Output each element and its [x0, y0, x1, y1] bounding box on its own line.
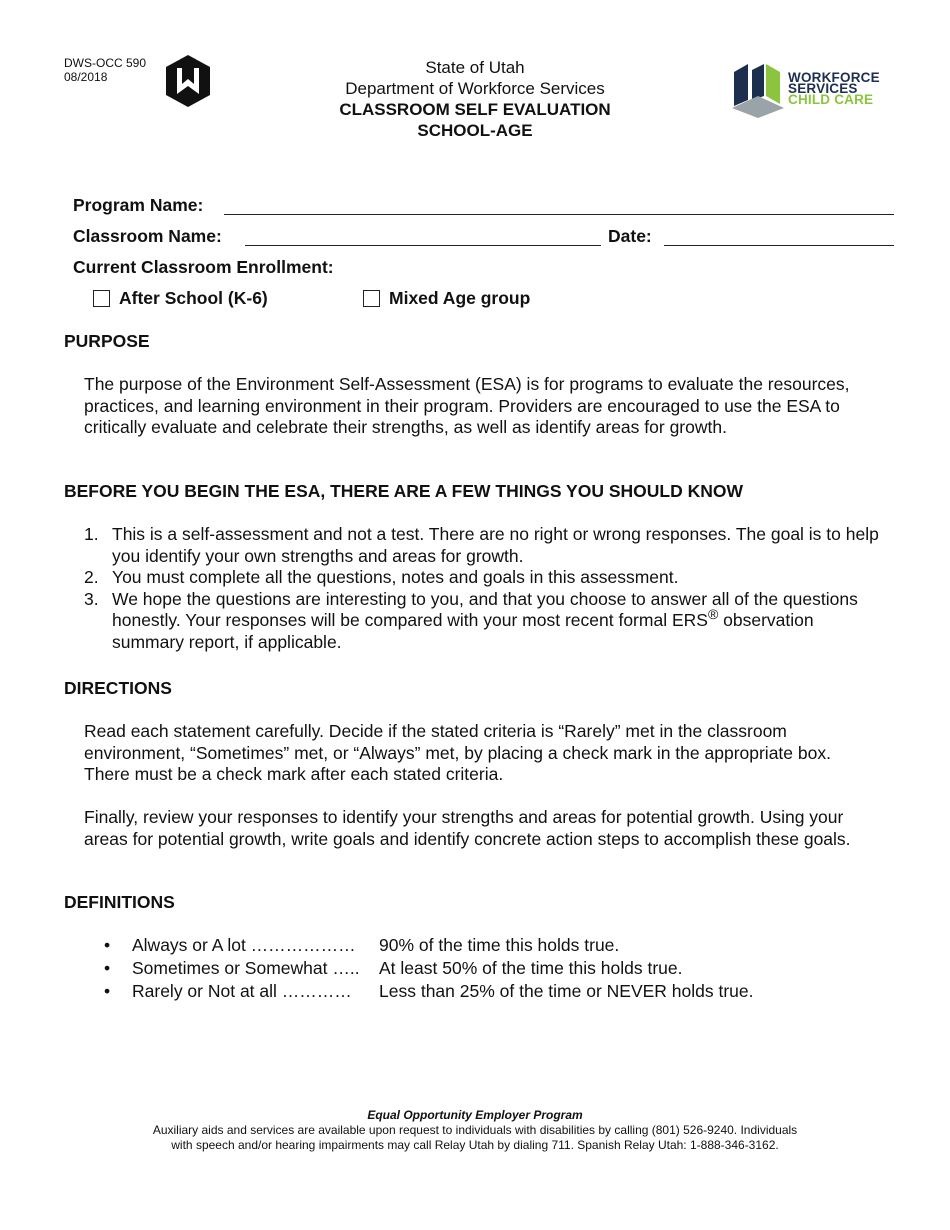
workforce-services-logo [730, 60, 890, 120]
footer-title: Equal Opportunity Employer Program [367, 1108, 583, 1122]
before-list [84, 524, 884, 653]
program-name-label: Program Name: [73, 195, 204, 215]
date-label: Date: [608, 226, 652, 246]
form-code: DWS-OCC 590 [64, 56, 147, 70]
directions-heading: DIRECTIONS [64, 678, 172, 698]
list-item [84, 589, 884, 654]
after-school-checkbox[interactable] [93, 290, 110, 307]
list-item-number: 1. [84, 524, 99, 544]
registered-mark: ® [707, 606, 719, 623]
definition-desc: Less than 25% of the time or NEVER holds true. [379, 981, 754, 1001]
option-after-school[interactable] [93, 288, 268, 309]
definition-desc: At least 50% of the time this holds true. [379, 958, 683, 978]
form-date: 08/2018 [64, 70, 108, 84]
list-item-text-part: We hope the questions are interesting to you, and that you choose to answer all of the questions honestly. Your responses will be compared with your most recent formal ERS [112, 588, 858, 630]
list-item-text: You must complete all the questions, notes and goals in this assessment. [112, 567, 679, 587]
logo-text-services: SERVICES [788, 81, 858, 96]
workforce-mark-icon [730, 60, 786, 118]
list-item-text: This is a self-assessment and not a test. There are no right or wrong responses. The goal is to help you identify your own strengths and areas for growth. [112, 524, 879, 566]
purpose-text: The purpose of the Environment Self-Assessment (ESA) is for programs to evaluate the resources, practices, and learning environment in their program. Providers are encouraged to use the ESA to critically evaluate and celebrate their strengths, as well as identify areas for growth. [84, 374, 850, 437]
department-name: Department of Workforce Services [345, 79, 605, 98]
state-name: State of Utah [425, 58, 525, 77]
program-name-field[interactable] [224, 214, 894, 215]
definition-term: Always or A lot ……………… [132, 935, 356, 955]
definition-item [104, 957, 754, 980]
mixed-age-checkbox[interactable] [363, 290, 380, 307]
bullet-icon: • [104, 981, 111, 1001]
definition-item [104, 934, 754, 957]
option-mixed-age[interactable] [363, 288, 530, 309]
directions-paragraph-2: Finally, review your responses to identify your strengths and areas for potential growth. Using your areas for potential growth, write goals and identify concrete action steps to accomplish these goals. [84, 807, 851, 849]
footer-line-2: with speech and/or hearing impairments may call Relay Utah by dialing 711. Spanish Relay Utah: 1-888-346-3162. [171, 1138, 779, 1152]
list-item-number: 2. [84, 567, 99, 587]
list-item [84, 567, 884, 589]
after-school-label: After School (K-6) [119, 288, 268, 308]
definition-item [104, 980, 754, 1003]
bullet-icon: • [104, 958, 111, 978]
bullet-icon: • [104, 935, 111, 955]
definitions-list [104, 934, 754, 1003]
classroom-name-field[interactable] [245, 245, 601, 246]
definition-desc: 90% of the time this holds true. [379, 935, 620, 955]
enrollment-label: Current Classroom Enrollment: [73, 257, 334, 277]
list-item-text [112, 589, 884, 654]
classroom-name-label: Classroom Name: [73, 226, 222, 246]
directions-paragraph-1: Read each statement carefully. Decide if the stated criteria is “Rarely” met in the classroom environment, “Sometimes” met, or “Always” met, by placing a check mark in the appropriate box. There must be a check mark after each stated criteria. [84, 721, 831, 784]
document-title: CLASSROOM SELF EVALUATION [339, 100, 611, 119]
definition-term: Rarely or Not at all ………… [132, 981, 352, 1001]
before-heading: BEFORE YOU BEGIN THE ESA, THERE ARE A FEW THINGS YOU SHOULD KNOW [64, 481, 743, 501]
list-item [84, 524, 884, 567]
definitions-heading: DEFINITIONS [64, 892, 175, 912]
logo-text-child-care: CHILD CARE [788, 92, 874, 107]
logo-text-workforce: WORKFORCE [788, 70, 880, 85]
mixed-age-label: Mixed Age group [389, 288, 531, 308]
list-item-number: 3. [84, 588, 99, 609]
date-field[interactable] [664, 245, 894, 246]
list-item-text-part: observation summary report, if applicable. [112, 610, 814, 652]
definition-term: Sometimes or Somewhat ….. [132, 958, 360, 978]
footer-line-1: Auxiliary aids and services are available upon request to individuals with disabilities by calling (801) 526-9240. Individuals [152, 1123, 798, 1137]
footer [0, 1108, 950, 1153]
document-subtitle: SCHOOL-AGE [417, 121, 533, 140]
workforce-logo-text [788, 72, 880, 105]
purpose-heading: PURPOSE [64, 331, 150, 351]
